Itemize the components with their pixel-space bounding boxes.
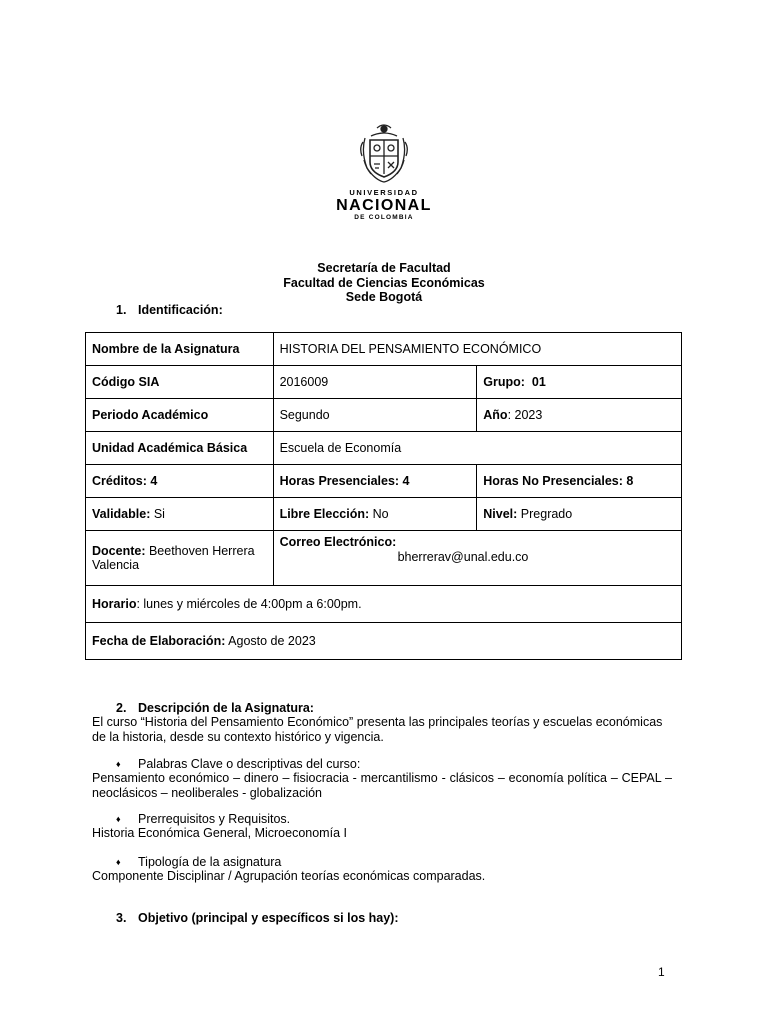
- header-secretaria: Secretaría de Facultad: [317, 261, 451, 275]
- correo-value: bherrerav@unal.edu.co: [397, 550, 529, 564]
- creditos-cell: Créditos: 4: [86, 465, 274, 498]
- periodo-value: Segundo: [273, 399, 477, 432]
- horas-no-presenciales-cell: Horas No Presenciales: 8: [477, 465, 682, 498]
- section-label: Descripción de la Asignatura:: [138, 701, 314, 715]
- unidad-value: Escuela de Economía: [273, 432, 681, 465]
- logo-text-colombia: DE COLOMBIA: [354, 214, 414, 221]
- bullet-prerequisites: [116, 812, 290, 826]
- section-label: Objetivo (principal y específicos si los hay):: [138, 911, 399, 925]
- university-logo: [330, 122, 438, 221]
- correo-label: Correo Electrónico:: [279, 535, 397, 549]
- diamond-bullet-icon: ♦: [116, 814, 121, 824]
- table-row: [86, 498, 682, 531]
- horas-presenciales-cell: Horas Presenciales: 4: [273, 465, 477, 498]
- anio-label: Año: [483, 408, 508, 422]
- validable-cell: [86, 498, 274, 531]
- table-row: [86, 623, 682, 660]
- bullet-label: Palabras Clave o descriptivas del curso:: [138, 757, 361, 771]
- nivel-value: Pregrado: [517, 507, 573, 521]
- diamond-bullet-icon: ♦: [116, 759, 121, 769]
- docente-cell: [86, 531, 274, 586]
- header-sede: Sede Bogotá: [345, 290, 423, 304]
- anio-value: : 2023: [507, 408, 543, 422]
- validable-value: Si: [150, 507, 165, 521]
- table-row: [86, 399, 682, 432]
- anio-cell: [477, 399, 682, 432]
- diamond-bullet-icon: ♦: [116, 857, 121, 867]
- libre-value: No: [369, 507, 389, 521]
- bullet-label: Tipología de la asignatura: [138, 855, 282, 869]
- section-3-title: [116, 911, 399, 925]
- libre-label: Libre Elección:: [279, 507, 370, 521]
- identification-table: [85, 332, 682, 660]
- horario-label: Horario: [92, 597, 137, 611]
- logo-text-universidad: UNIVERSIDAD: [349, 188, 419, 197]
- periodo-label: Periodo Académico: [86, 399, 274, 432]
- fecha-cell: [86, 623, 682, 660]
- validable-label: Validable:: [92, 507, 151, 521]
- header-facultad: Facultad de Ciencias Económicas: [283, 275, 485, 290]
- docente-label: Docente:: [92, 544, 146, 558]
- table-row: [86, 586, 682, 623]
- table-row: [86, 366, 682, 399]
- section-label: Identificación:: [138, 303, 223, 317]
- fecha-label: Fecha de Elaboración:: [92, 634, 226, 648]
- grupo-label: Grupo:: [483, 375, 525, 389]
- table-row: [86, 333, 682, 366]
- prerequisites-text: Historia Económica General, Microeconomía I: [92, 826, 347, 840]
- bullet-keywords: [116, 757, 360, 771]
- nombre-label: Nombre de la Asignatura: [86, 333, 274, 366]
- table-row: [86, 531, 682, 586]
- codigo-value: 2016009: [273, 366, 477, 399]
- grupo-value: 01: [531, 375, 546, 389]
- libre-eleccion-cell: [273, 498, 477, 531]
- typology-text: Componente Disciplinar / Agrupación teorías económicas comparadas.: [92, 869, 486, 883]
- nivel-cell: [477, 498, 682, 531]
- table-row: [86, 465, 682, 498]
- bullet-typology: [116, 855, 281, 869]
- page-number: 1: [658, 965, 665, 979]
- nombre-value: HISTORIA DEL PENSAMIENTO ECONÓMICO: [273, 333, 681, 366]
- description-text: El curso “Historia del Pensamiento Económico” presenta las principales teorías y escuelas económicas de la historia, desde su contexto histórico y vigencia.: [92, 715, 663, 744]
- section-1-title: [116, 303, 223, 317]
- document-header: [0, 261, 768, 305]
- bullet-label: Prerrequisitos y Requisitos.: [138, 812, 291, 826]
- table-row: [86, 432, 682, 465]
- university-seal-icon: [357, 122, 411, 184]
- grupo-cell: [477, 366, 682, 399]
- section-2-title: [116, 701, 314, 715]
- fecha-value: Agosto de 2023: [225, 634, 316, 648]
- keywords-text: Pensamiento económico – dinero – fisiocracia - mercantilismo - clásicos – economía política – CEPAL – neoclásicos – neoliberales - globalización: [92, 771, 672, 800]
- section-number: 2.: [116, 701, 127, 715]
- horario-cell: [86, 586, 682, 623]
- section-number: 1.: [116, 303, 127, 317]
- unidad-label: Unidad Académica Básica: [86, 432, 274, 465]
- codigo-label: Código SIA: [86, 366, 274, 399]
- section-number: 3.: [116, 911, 127, 925]
- horario-value: : lunes y miércoles de 4:00pm a 6:00pm.: [136, 597, 362, 611]
- correo-cell: [273, 531, 681, 586]
- docente-value: Beethoven Herrera Valencia: [92, 544, 255, 572]
- nivel-label: Nivel:: [483, 507, 518, 521]
- logo-text-nacional: NACIONAL: [336, 197, 432, 214]
